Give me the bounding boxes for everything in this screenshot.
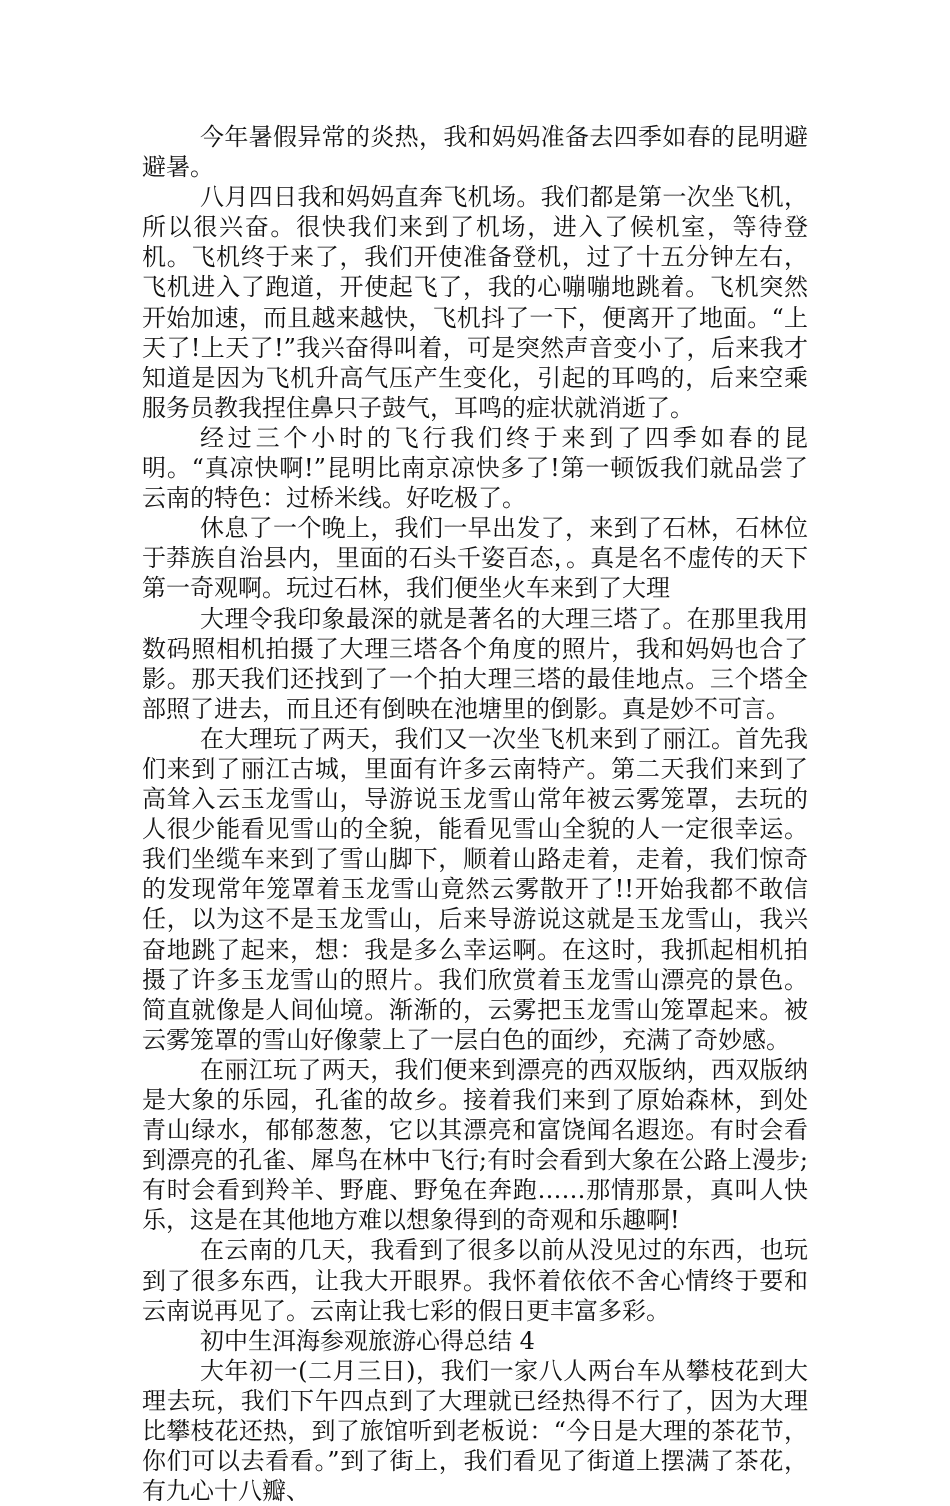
section-heading: 初中生洱海参观旅游心得总结 4 (200, 1326, 535, 1355)
paragraph-7: 在丽江玩了两天，我们便来到漂亮的西双版纳，西双版纳是大象的乐园，孔雀的故乡。接着我们来到了原始森林，到处青山绿水，郁郁葱葱，它以其漂亮和富饶闻名遐迩。有时会看到漂亮的孔雀、犀鸟在林中飞行;有时会看到大象在公路上漫步;有时会看到羚羊、野鹿、野兔在奔跑……那情那景，真叫人快乐，这是在其他地方难以想象得到的奇观和乐趣啊! (142, 1055, 808, 1235)
paragraph-6: 在大理玩了两天，我们又一次坐飞机来到了丽江。首先我们来到了丽江古城，里面有许多云南特产。第二天我们来到了高耸入云玉龙雪山，导游说玉龙雪山常年被云雾笼罩，去玩的人很少能看见雪山的全貌，能看见雪山全貌的人一定很幸运。我们坐缆车来到了雪山脚下，顺着山路走着，走着，我们惊奇的发现常年笼罩着玉龙雪山竟然云雾散开了!!开始我都不敢信任，以为这不是玉龙雪山，后来导游说这就是玉龙雪山，我兴奋地跳了起来，想：我是多么幸运啊。在这时，我抓起相机拍摄了许多玉龙雪山的照片。我们欣赏着玉龙雪山漂亮的景色。简直就像是人间仙境。渐渐的，云雾把玉龙雪山笼罩起来。被云雾笼罩的雪山好像蒙上了一层白色的面纱，充满了奇妙感。 (142, 724, 808, 1054)
paragraph-3: 经过三个小时的飞行我们终于来到了四季如春的昆明。“真凉快啊!”昆明比南京凉快多了!第一顿饭我们就品尝了云南的特色：过桥米线。好吃极了。 (142, 423, 808, 513)
paragraph-4: 休息了一个晚上，我们一早出发了，来到了石林，石林位于莽族自治县内，里面的石头千姿百态，。真是名不虚传的天下第一奇观啊。玩过石林，我们便坐火车来到了大理 (142, 514, 808, 603)
paragraph-9: 大年初一(二月三日)，我们一家八人两台车从攀枝花到大理去玩，我们下午四点到了大理就已经热得不行了，因为大理比攀枝花还热，到了旅馆听到老板说：“今日是大理的茶花节，你们可以去看看。”到了街上，我们看见了街道上摆满了茶花，有九心十八瓣、 (142, 1356, 808, 1506)
paragraph-8: 在云南的几天，我看到了很多以前从没见过的东西，也玩到了很多东西，让我大开眼界。我怀着依依不舍心情终于要和云南说再见了。云南让我七彩的假日更丰富多彩。 (142, 1236, 808, 1325)
paragraph-5: 大理令我印象最深的就是著名的大理三塔了。在那里我用数码照相机拍摄了大理三塔各个角度的照片，我和妈妈也合了影。那天我们还找到了一个拍大理三塔的最佳地点。三个塔全部照了进去，而且还有倒映在池塘里的倒影。真是妙不可言。 (142, 604, 808, 723)
paragraph-2: 八月四日我和妈妈直奔飞机场。我们都是第一次坐飞机，所以很兴奋。很快我们来到了机场，进入了候机室，等待登机。飞机终于来了，我们开使准备登机，过了十五分钟左右，飞机进入了跑道，开使起飞了，我的心嘣嘣地跳着。飞机突然开始加速，而且越来越快，飞机抖了一下，便离开了地面。“上天了!上天了!”我兴奋得叫着，可是突然声音变小了，后来我才知道是因为飞机升高气压产生变化，引起的耳鸣的，后来空乘服务员教我捏住鼻只子鼓气，耳鸣的症状就消逝了。 (142, 183, 808, 422)
paragraph-1: 今年暑假异常的炎热，我和妈妈准备去四季如春的昆明避避暑。 (142, 123, 808, 182)
document-body (142, 122, 808, 1506)
